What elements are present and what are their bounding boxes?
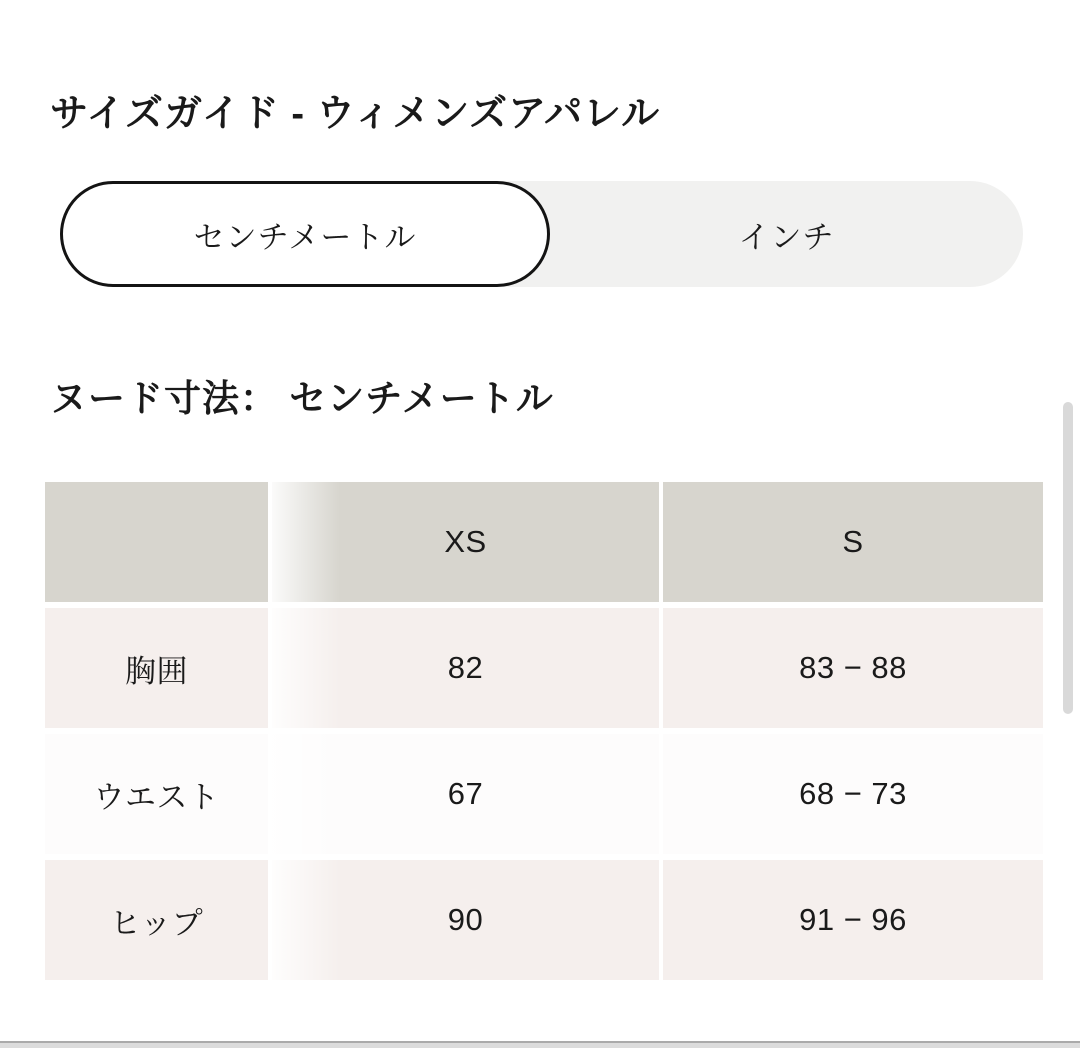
vertical-scrollbar-thumb[interactable] bbox=[1063, 402, 1073, 714]
table-header-cell-empty bbox=[45, 482, 268, 602]
table-header-cell-xs: XS bbox=[272, 482, 659, 602]
section-heading: ヌード寸法： センチメートル bbox=[50, 378, 554, 419]
table-header-row bbox=[45, 482, 1043, 602]
bottom-divider bbox=[0, 1041, 1080, 1048]
size-table bbox=[45, 482, 1043, 986]
unit-toggle bbox=[60, 181, 1023, 287]
cell-value: 91 − 96 bbox=[663, 860, 1043, 980]
row-label: ウエスト bbox=[45, 734, 268, 854]
cell-value: 68 − 73 bbox=[663, 734, 1043, 854]
toggle-option-inches[interactable]: インチ bbox=[738, 219, 835, 255]
toggle-option-centimeters[interactable]: センチメートル bbox=[60, 181, 550, 287]
page-title: サイズガイド - ウィメンズアパレル bbox=[50, 93, 661, 135]
cell-value: 90 bbox=[272, 860, 659, 980]
row-label: ヒップ bbox=[45, 860, 268, 980]
table-header-cell-s: S bbox=[663, 482, 1043, 602]
row-label: 胸囲 bbox=[45, 608, 268, 728]
cell-value: 83 − 88 bbox=[663, 608, 1043, 728]
table-row-hip bbox=[45, 860, 1043, 980]
table-row-chest bbox=[45, 608, 1043, 728]
table-row-waist bbox=[45, 734, 1043, 854]
cell-value: 82 bbox=[272, 608, 659, 728]
cell-value: 67 bbox=[272, 734, 659, 854]
